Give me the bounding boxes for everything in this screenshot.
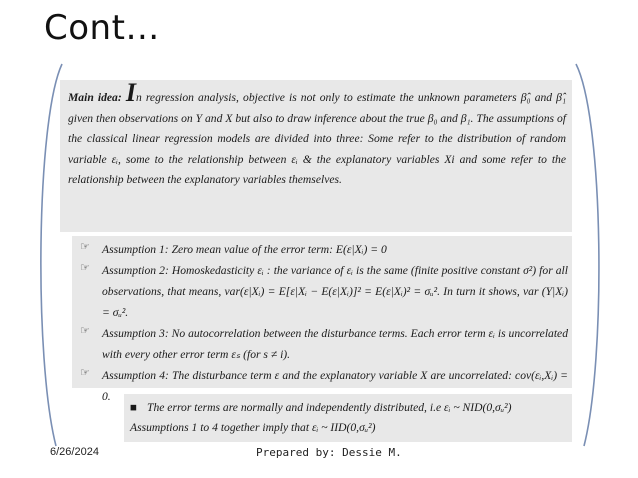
main-idea-text: n regression analysis, objective is not only to estimate the unknown parameters β̂₀ and β̂₁ given then observations on Y and X but also to draw inference about the true β₀ and β₁. The assumptions of the classical linear regression models are divided into three: Some refer to the distribution of random variable εᵢ, some to the relationship between εᵢ & the explanatory variables Xi and some refer to the relationship between the explanatory variables themselves. (68, 91, 566, 186)
pointing-hand-icon: ☞ (80, 262, 90, 274)
footer-date: 6/26/2024 (50, 446, 99, 458)
distribution-note (130, 398, 566, 438)
main-idea-label: Main idea: (68, 91, 122, 104)
assumptions-list (80, 239, 568, 407)
assumption-item (80, 260, 568, 323)
main-idea-panel (60, 80, 572, 232)
square-bullet-icon: ■ (130, 401, 138, 414)
assumption-text: Assumption 2: Homoskedasticity εᵢ : the variance of εᵢ is the same (finite positive constant σ²) for all observations, that means, var(ε|Xᵢ) = E[ε|Xᵢ − E(ε|Xᵢ)]² = E(ε|Xᵢ)² = σᵤ². In turn it shows, var (Y|Xᵢ) = σᵤ². (102, 264, 568, 319)
slide-title: Cont… (44, 8, 160, 48)
pointing-hand-icon: ☞ (80, 367, 90, 379)
pointing-hand-icon: ☞ (80, 241, 90, 253)
distribution-note-panel (124, 394, 572, 442)
assumption-text: Assumption 4: The disturbance term ε and the explanatory variable X are uncorrelated: cov(εᵢ,Xᵢ) = 0. (102, 369, 568, 403)
assumption-text: Assumption 3: No autocorrelation between the disturbance terms. Each error term εᵢ is uncorrelated with every other error term εₛ (for s ≠ i). (102, 327, 568, 361)
main-idea-drop-letter: I (125, 78, 136, 107)
footer-author: Prepared by: Dessie M. (256, 446, 402, 459)
assumption-item (80, 239, 568, 260)
distribution-note-text: The error terms are normally and independently distributed, i.e εᵢ ~ NID(0,σᵤ²) Assumptions 1 to 4 together imply that εᵢ ~ IID(0,σᵤ²) (130, 401, 512, 434)
pointing-hand-icon: ☞ (80, 325, 90, 337)
assumption-text: Assumption 1: Zero mean value of the error term: E(ε|Xᵢ) = 0 (102, 243, 387, 256)
main-idea-paragraph (68, 78, 566, 191)
assumptions-panel (72, 236, 572, 403)
assumption-item (80, 323, 568, 365)
